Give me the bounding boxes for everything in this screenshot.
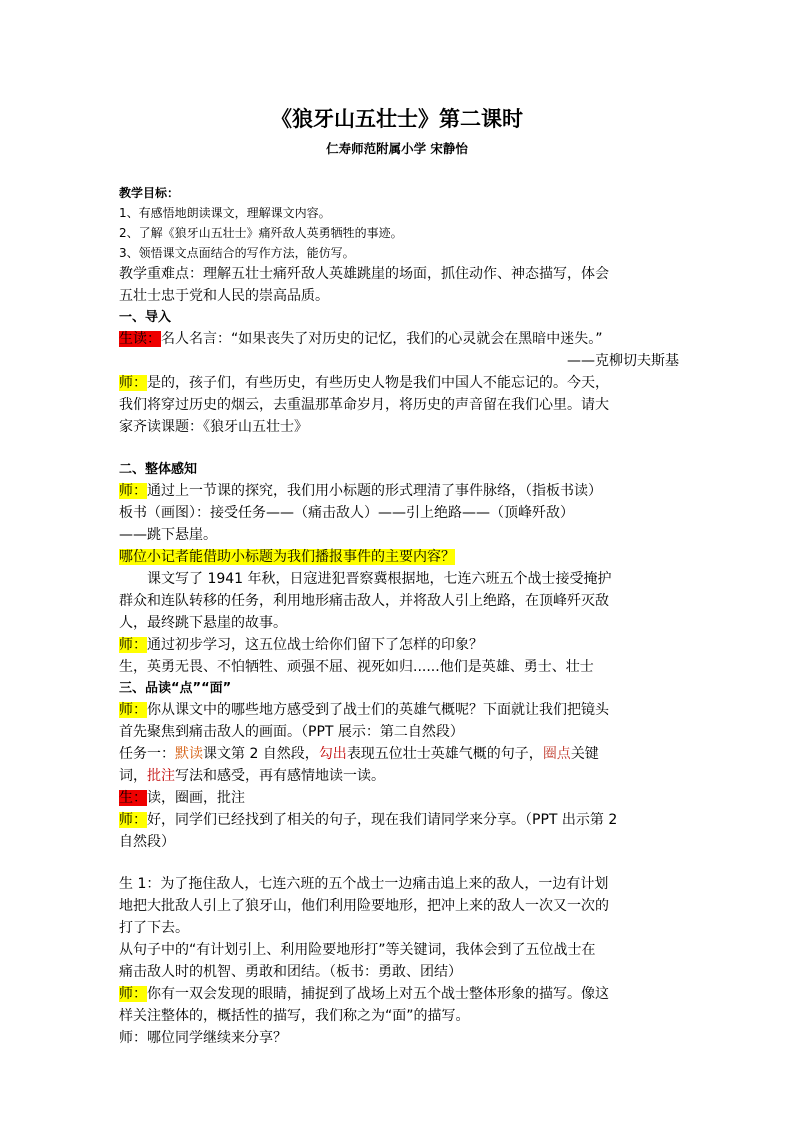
s2-student-line: 生，英勇无畏、不怕牺牲、顽强不屈、视死如归......他们是英雄、勇士、壮士 — [119, 659, 594, 675]
teacher-label: 师： — [119, 483, 147, 499]
s3-student1-line-2: 地把大批敌人引上了狼牙山，他们利用险要地形，把冲上来的敌人一次又一次的 — [119, 898, 609, 914]
goal-3: 3、领悟课文点面结合的写作方法，能仿写。 — [119, 246, 355, 260]
s2-teacher-line-2 — [119, 634, 679, 656]
s2-teacher-line — [119, 480, 679, 502]
s3-analysis-line-1: 从句子中的“有计划引上、利用险要地形打”等关键词，我体会到了五位战士在 — [119, 942, 596, 958]
author-line: 仁寿师范附属小学 宋静怡 — [326, 141, 468, 156]
goal-1: 1、有感悟地朗读课文，理解课文内容。 — [119, 206, 331, 220]
s1-attribution: ——克柳切夫斯基 — [567, 353, 679, 369]
s2-a1: 通过上一节课的探究，我们用小标题的形式理清了事件脉络，（指板书读） — [147, 483, 602, 499]
teacher-label: 师： — [119, 702, 147, 718]
s2-summary-line-2: 群众和连队转移的任务，利用地形痛击敌人，并将敌人引上绝路，在顶峰歼灭敌 — [119, 593, 609, 609]
spacer — [119, 438, 679, 459]
s2-summary-line-3: 人，最终跳下悬崖的故事。 — [119, 615, 287, 631]
task2-prefix: 词， — [119, 768, 147, 784]
s3-teacher-line-7: 师：哪位同学继续来分享？ — [119, 1030, 287, 1046]
s2-summary-line-1: 课文写了 1941 年秋，日寇进犯晋察冀根据地，七连六班五个战士接受掩护 — [119, 571, 612, 587]
s1-teacher-line-3: 家齐读课题：《狼牙山五壮士》 — [119, 419, 308, 435]
task-text-c: 关键 — [570, 746, 599, 762]
s2-board-line-2: ——跳下悬崖。 — [119, 527, 217, 543]
goal-2: 2、了解《狼牙山五壮士》痛歼敌人英勇牺牲的事迹。 — [119, 226, 403, 240]
keyword-gouchu: 勾出 — [318, 746, 347, 762]
s3-task-line-1 — [119, 743, 679, 765]
teacher-label: 师： — [119, 375, 147, 391]
student-label: 生： — [119, 790, 147, 806]
s3-teacher-line-6: 样关注整体的，概括性的描写，我们称之为“面”的描写。 — [119, 1008, 470, 1024]
teacher-label: 师： — [119, 812, 147, 828]
s3-teacher-line-2: 首先聚焦到痛击敌人的画面。（PPT 展示：第二自然段） — [119, 724, 464, 740]
focus-line-1: 教学重难点：理解五壮士痛歼敌人英雄跳崖的场面，抓住动作、神态描写，体会 — [119, 266, 609, 282]
focus-line-2: 五壮士忠于党和人民的崇高品质。 — [119, 288, 329, 304]
s2-question-text: 哪位小记者能借助小标题为我们播报事件的主要内容？ — [119, 549, 455, 565]
s2-c1: 通过初步学习，这五位战士给你们留下了怎样的印象？ — [147, 637, 483, 653]
s3-j1: 你有一双会发现的眼睛，捕捉到了战场上对五个战士整体形象的描写。像这 — [147, 986, 609, 1002]
s2-question — [119, 546, 679, 568]
keyword-moodu: 默读 — [175, 746, 203, 762]
task-text-a: 课文第 2 自然段， — [203, 746, 319, 762]
s3-teacher-line-3 — [119, 809, 679, 831]
s3-g1: 好，同学们已经找到了相关的句子，现在我们请同学来分享。（PPT 出示第 2 — [147, 812, 618, 828]
page-title: 《狼牙山五壮士》第二课时 — [271, 107, 523, 131]
document-body — [119, 183, 679, 1049]
keyword-pizhu: 批注 — [147, 768, 175, 784]
s1-teacher-text: 是的，孩子们，有些历史，有些历史人物是我们中国人不能忘记的。今天， — [147, 375, 609, 391]
section-1-heading: 一、导入 — [119, 310, 172, 325]
s3-e1: 你从课文中的哪些地方感受到了战士们的英雄气概呢？下面就让我们把镜头 — [147, 702, 609, 718]
s3-task-line-2 — [119, 765, 679, 787]
s3-teacher-line-5 — [119, 983, 679, 1005]
s1-teacher-line-2: 我们将穿过历史的烟云，去重温那革命岁月，将历史的声音留在我们心里。请大 — [119, 397, 609, 413]
s3-teacher-line-4: 自然段） — [119, 834, 175, 850]
s1-teacher-line-1 — [119, 372, 679, 394]
student-label: 生读： — [119, 331, 161, 347]
teacher-label: 师： — [119, 986, 147, 1002]
spacer — [119, 853, 679, 873]
s1-quote-line — [119, 328, 679, 350]
s3-student1-line-1: 生 1：为了拖住敌人，七连六班的五个战士一边痛击追上来的敌人，一边有计划 — [119, 876, 609, 892]
goals-heading: 教学目标： — [119, 186, 180, 200]
s3-student-line — [119, 787, 679, 809]
s3-analysis-line-2: 痛击敌人时的机智、勇敢和团结。（板书：勇敢、团结） — [119, 964, 462, 980]
task2-rest: 写法和感受，再有感情地读一读。 — [175, 768, 385, 784]
section-3-heading: 三、品读“点”“面” — [119, 681, 232, 696]
keyword-quandian: 圈点 — [542, 746, 571, 762]
s2-board-line-1: 板书（画图）：接受任务——（痛击敌人）——引上绝路——（顶峰歼敌） — [119, 505, 574, 521]
section-2-heading: 二、整体感知 — [119, 462, 198, 477]
s3-teacher-line-1 — [119, 699, 679, 721]
s3-f1: 读，圈画，批注 — [147, 790, 245, 806]
task-prefix: 任务一： — [119, 746, 175, 762]
teacher-label: 师： — [119, 637, 147, 653]
task-text-b: 表现五位壮士英雄气概的句子， — [346, 746, 543, 762]
s3-student1-line-3: 打了下去。 — [119, 920, 189, 936]
s1-quote: 名人名言：“如果丧失了对历史的记忆，我们的心灵就会在黑暗中迷失。” — [161, 331, 603, 347]
